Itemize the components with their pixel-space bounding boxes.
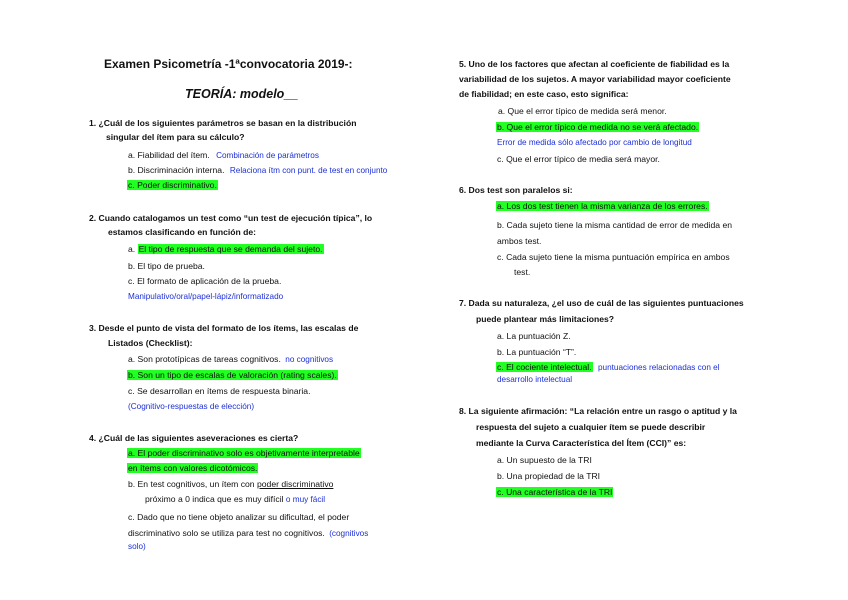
q4-option-a-text-2: en ítems con valores dicotómicos. xyxy=(128,463,258,473)
q6-option-c-line-2: test. xyxy=(514,267,531,277)
q4-stem: 4. ¿Cuál de las siguientes aseveraciones es cierta? xyxy=(89,433,299,443)
q4-option-c-note-1: (cognitivos xyxy=(329,529,369,538)
q4-option-b-underlined: poder discriminativo xyxy=(256,479,334,489)
q1-option-a-note: Combinación de parámetros xyxy=(216,151,319,160)
q5-option-b-note: Error de medida sólo afectado por cambio de longitud xyxy=(497,138,692,147)
q4-option-c-line-2 xyxy=(128,527,368,540)
q7-option-c-note-2: desarrollo intelectual xyxy=(497,375,573,384)
q4-option-b-note: o muy fácil xyxy=(285,495,326,504)
q2-note: Manipulativo/oral/papel-lápiz/informatizado xyxy=(128,292,284,301)
q1-stem-line-1: 1. ¿Cuál de los siguientes parámetros se basan en la distribución xyxy=(89,118,357,128)
q8-stem-line-3: mediante la Curva Característica del Ítem (CCI)” es: xyxy=(476,438,687,448)
q8-stem-line-2: respuesta del sujeto a cualquier ítem se puede describir xyxy=(476,422,706,432)
q3-option-c: c. Se desarrollan en ítems de respuesta binaria. xyxy=(128,386,311,396)
q3-option-a-note: no cognitivos xyxy=(285,355,334,364)
q7-stem-line-2: puede plantear más limitaciones? xyxy=(476,314,615,324)
q8-option-a: a. Un supuesto de la TRI xyxy=(497,455,592,465)
q4-option-b-line-2 xyxy=(145,493,325,506)
q4-option-b-text-2: próximo a 0 indica que es muy difícil xyxy=(145,494,284,504)
q4-option-a-text-1: a. El poder discriminativo solo es objetivamente interpretable xyxy=(128,448,360,458)
q3-option-a-text: a. Son prototípicas de tareas cognitivos. xyxy=(128,354,281,364)
q1-option-c xyxy=(127,179,218,191)
q3-stem-line-2: Listados (Checklist): xyxy=(108,338,193,348)
q5-option-b xyxy=(496,121,699,133)
q5-option-c: c. Que el error típico de media será mayor. xyxy=(497,154,660,164)
q3-stem-line-1: 3. Desde el punto de vista del formato de los ítems, las escalas de xyxy=(89,323,359,333)
q8-option-c xyxy=(496,486,613,498)
q4-option-c-text-2: discriminativo solo se utiliza para test no cognitivos. xyxy=(128,528,325,538)
q1-option-a-text: a. Fiabilidad del ítem. xyxy=(128,150,210,160)
q1-option-b xyxy=(128,164,387,177)
page-subtitle: TEORÍA: modelo__ xyxy=(185,87,299,101)
q6-option-c-line-1: c. Cada sujeto tiene la misma puntuación empírica en ambos xyxy=(497,252,730,262)
q5-option-a: a. Que el error típico de medida será menor. xyxy=(498,106,667,116)
page-title: Examen Psicometría -1ªconvocatoria 2019-: xyxy=(104,57,353,71)
q4-option-b-text-1: b. En test cognitivos, un ítem con xyxy=(128,479,255,489)
q8-option-b: b. Una propiedad de la TRI xyxy=(497,471,601,481)
q1-option-b-text: b. Discriminación interna. xyxy=(128,165,225,175)
q2-option-a-text: El tipo de respuesta que se demanda del sujeto. xyxy=(138,244,323,254)
q7-option-c-note-1: puntuaciones relacionadas con el xyxy=(597,363,720,372)
q8-stem-line-1: 8. La siguiente afirmación: “La relación entre un rasgo o aptitud y la xyxy=(459,406,737,416)
q5-option-b-text: b. Que el error típico de medida no se verá afectado. xyxy=(497,122,699,132)
q3-option-b xyxy=(127,369,338,381)
q5-stem-line-2: variabilidad de los sujetos. A mayor variabilidad mayor coeficiente xyxy=(459,74,731,84)
q4-option-b-line-1 xyxy=(128,478,333,490)
q2-stem-line-1: 2. Cuando catalogamos un test como “un test de ejecución típica”, lo xyxy=(89,213,373,223)
q2-stem-line-2: estamos clasificando en función de: xyxy=(108,227,257,237)
q5-stem-line-1: 5. Uno de los factores que afectan al coeficiente de fiabilidad es la xyxy=(459,59,730,69)
q1-option-c-text: c. Poder discriminativo. xyxy=(128,180,217,190)
q3-option-a xyxy=(128,353,333,366)
q4-option-a-line-2 xyxy=(127,462,258,474)
q2-option-b: b. El tipo de prueba. xyxy=(128,261,205,271)
q4-option-c-line-1: c. Dado que no tiene objeto analizar su dificultad, el poder xyxy=(128,512,350,522)
q2-option-a-prefix: a. xyxy=(128,244,136,254)
q6-stem: 6. Dos test son paralelos si: xyxy=(459,185,573,195)
q6-option-b-line-2: ambos test. xyxy=(497,236,542,246)
q7-option-c-text: c. El cociente intelectual. xyxy=(497,362,592,372)
q4-option-a-line-1 xyxy=(127,447,361,459)
q8-option-c-text: c. Una característica de la TRI xyxy=(497,487,613,497)
q3-note: (Cognitivo-respuestas de elección) xyxy=(128,402,255,411)
q1-stem-line-2: singular del ítem para su cálculo? xyxy=(106,132,245,142)
q7-option-c xyxy=(496,361,720,374)
q3-option-b-text: b. Son un tipo de escalas de valoración (rating scales). xyxy=(128,370,337,380)
q6-option-a-text: a. Los dos test tienen la misma varianza de los errores. xyxy=(497,201,708,211)
q1-option-b-note: Relaciona ítm con punt. de test en conjunto xyxy=(229,166,388,175)
q1-option-a xyxy=(128,149,319,162)
q4-option-c-note-2: solo) xyxy=(128,542,146,551)
q6-option-b-line-1: b. Cada sujeto tiene la misma cantidad de error de medida en xyxy=(497,220,733,230)
q7-stem-line-1: 7. Dada su naturaleza, ¿el uso de cuál de las siguientes puntuaciones xyxy=(459,298,744,308)
q7-option-a: a. La puntuación Z. xyxy=(497,331,571,341)
q6-option-a xyxy=(496,200,709,212)
q2-option-c: c. El formato de aplicación de la prueba. xyxy=(128,276,282,286)
q5-stem-line-3: de fiabilidad; en este caso, esto significa: xyxy=(459,89,629,99)
q2-option-a xyxy=(128,243,324,255)
q7-option-b: b. La puntuación “T”. xyxy=(497,347,577,357)
